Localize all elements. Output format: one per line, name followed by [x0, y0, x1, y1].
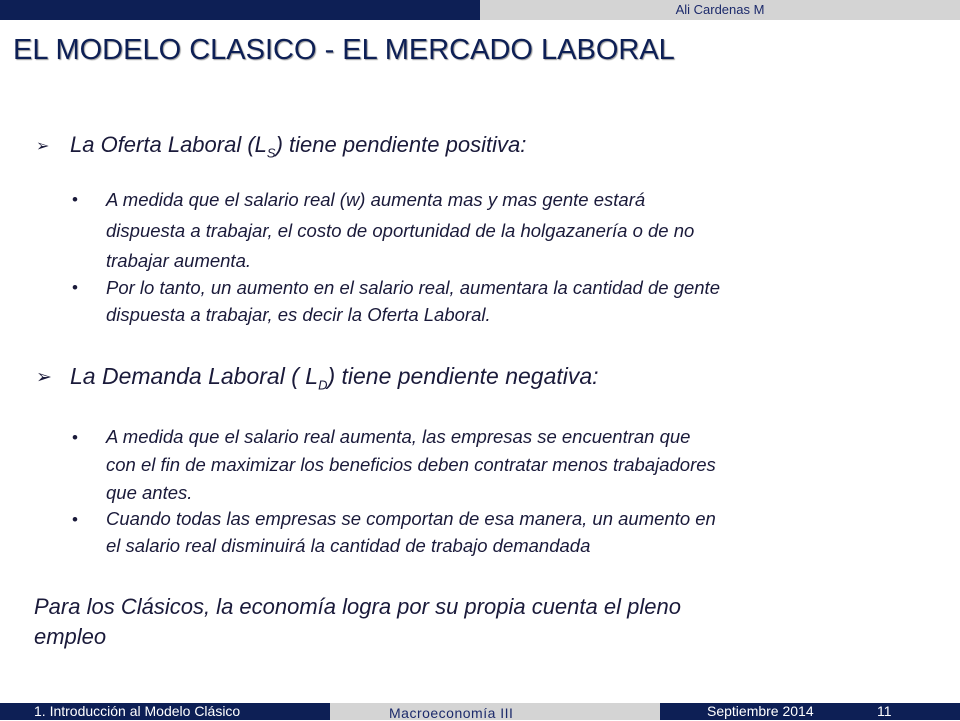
demand-bullet-2-line: el salario real disminuirá la cantidad de trabajo demandada — [106, 535, 591, 556]
demand-bullet-1-line: A medida que el salario real aumenta, las empresas se encuentran que — [106, 426, 691, 447]
footer — [0, 703, 960, 720]
supply-bullet-1-line: A medida que el salario real (w) aumenta mas y mas gente estará — [106, 189, 646, 210]
supply-bullet-1-line: trabajar aumenta. — [106, 250, 252, 271]
conclusion-line: Para los Clásicos, la economía logra por su propia cuenta el pleno — [34, 594, 681, 619]
footer-date: Septiembre 2014 — [707, 703, 814, 719]
bullet-dot-icon: • — [72, 190, 78, 209]
conclusion-line: empleo — [34, 624, 107, 649]
demand-bullet-1-line: que antes. — [106, 482, 193, 503]
supply-bullet-2-line: Por lo tanto, un aumento en el salario real, aumentara la cantidad de gente — [106, 277, 720, 298]
slide-title: EL MODELO CLASICO - EL MERCADO LABORAL — [13, 34, 675, 66]
footer-course: Macroeconomía III — [389, 705, 514, 721]
arrow-bullet-icon: ➢ — [36, 367, 52, 388]
author-name: Ali Cardenas M — [675, 2, 765, 17]
arrow-bullet-icon: ➢ — [36, 138, 50, 155]
slide-content: ➢ La Oferta Laboral $(L_S)$ tiene pendiente positiva: • A medida que el salario real (w) aumenta mas y mas gente estará dispuesta a trabajar, el costo de oportunidad de la holgazanería o de no trabajar aumenta. • Por lo tanto, un aumento en el salario real, aumentara la cantidad de gente dispuesta a trabajar, es decir la Oferta Laboral. ➢ La Demanda Laboral ( $L_D$) tiene pendiente negativa: • A medida que el salario real aumenta, las empresas se encuentran que con el fin de maximizar los beneficios deben contratar menos trabajadores que antes. • Cuando todas las empresas se comportan de esa manera, un aumento en el salario real disminuirá la cantidad de trabajo demandada Para los Clásicos, la economía logra por su propia cuenta el pleno empleo — [34, 132, 720, 649]
footer-course-bar — [330, 703, 660, 720]
bullet-dot-icon: • — [72, 510, 78, 529]
footer-section: 1. Introducción al Modelo Clásico — [34, 703, 241, 719]
supply-bullet-2-line: dispuesta a trabajar, es decir la Oferta Laboral. — [106, 304, 491, 325]
footer-section-bar — [0, 703, 330, 720]
demand-bullet-1-line: con el fin de maximizar los beneficios deben contratar menos trabajadores — [106, 454, 716, 475]
demand-bullet-2-line: Cuando todas las empresas se comportan de esa manera, un aumento en — [106, 508, 716, 529]
bullet-dot-icon: • — [72, 278, 78, 297]
supply-bullet-1-line: dispuesta a trabajar, el costo de oportunidad de la holgazanería o de no — [106, 220, 695, 241]
page-number: 11 — [877, 703, 892, 719]
footer-date-bar — [660, 703, 960, 720]
bullet-dot-icon: • — [72, 428, 78, 447]
